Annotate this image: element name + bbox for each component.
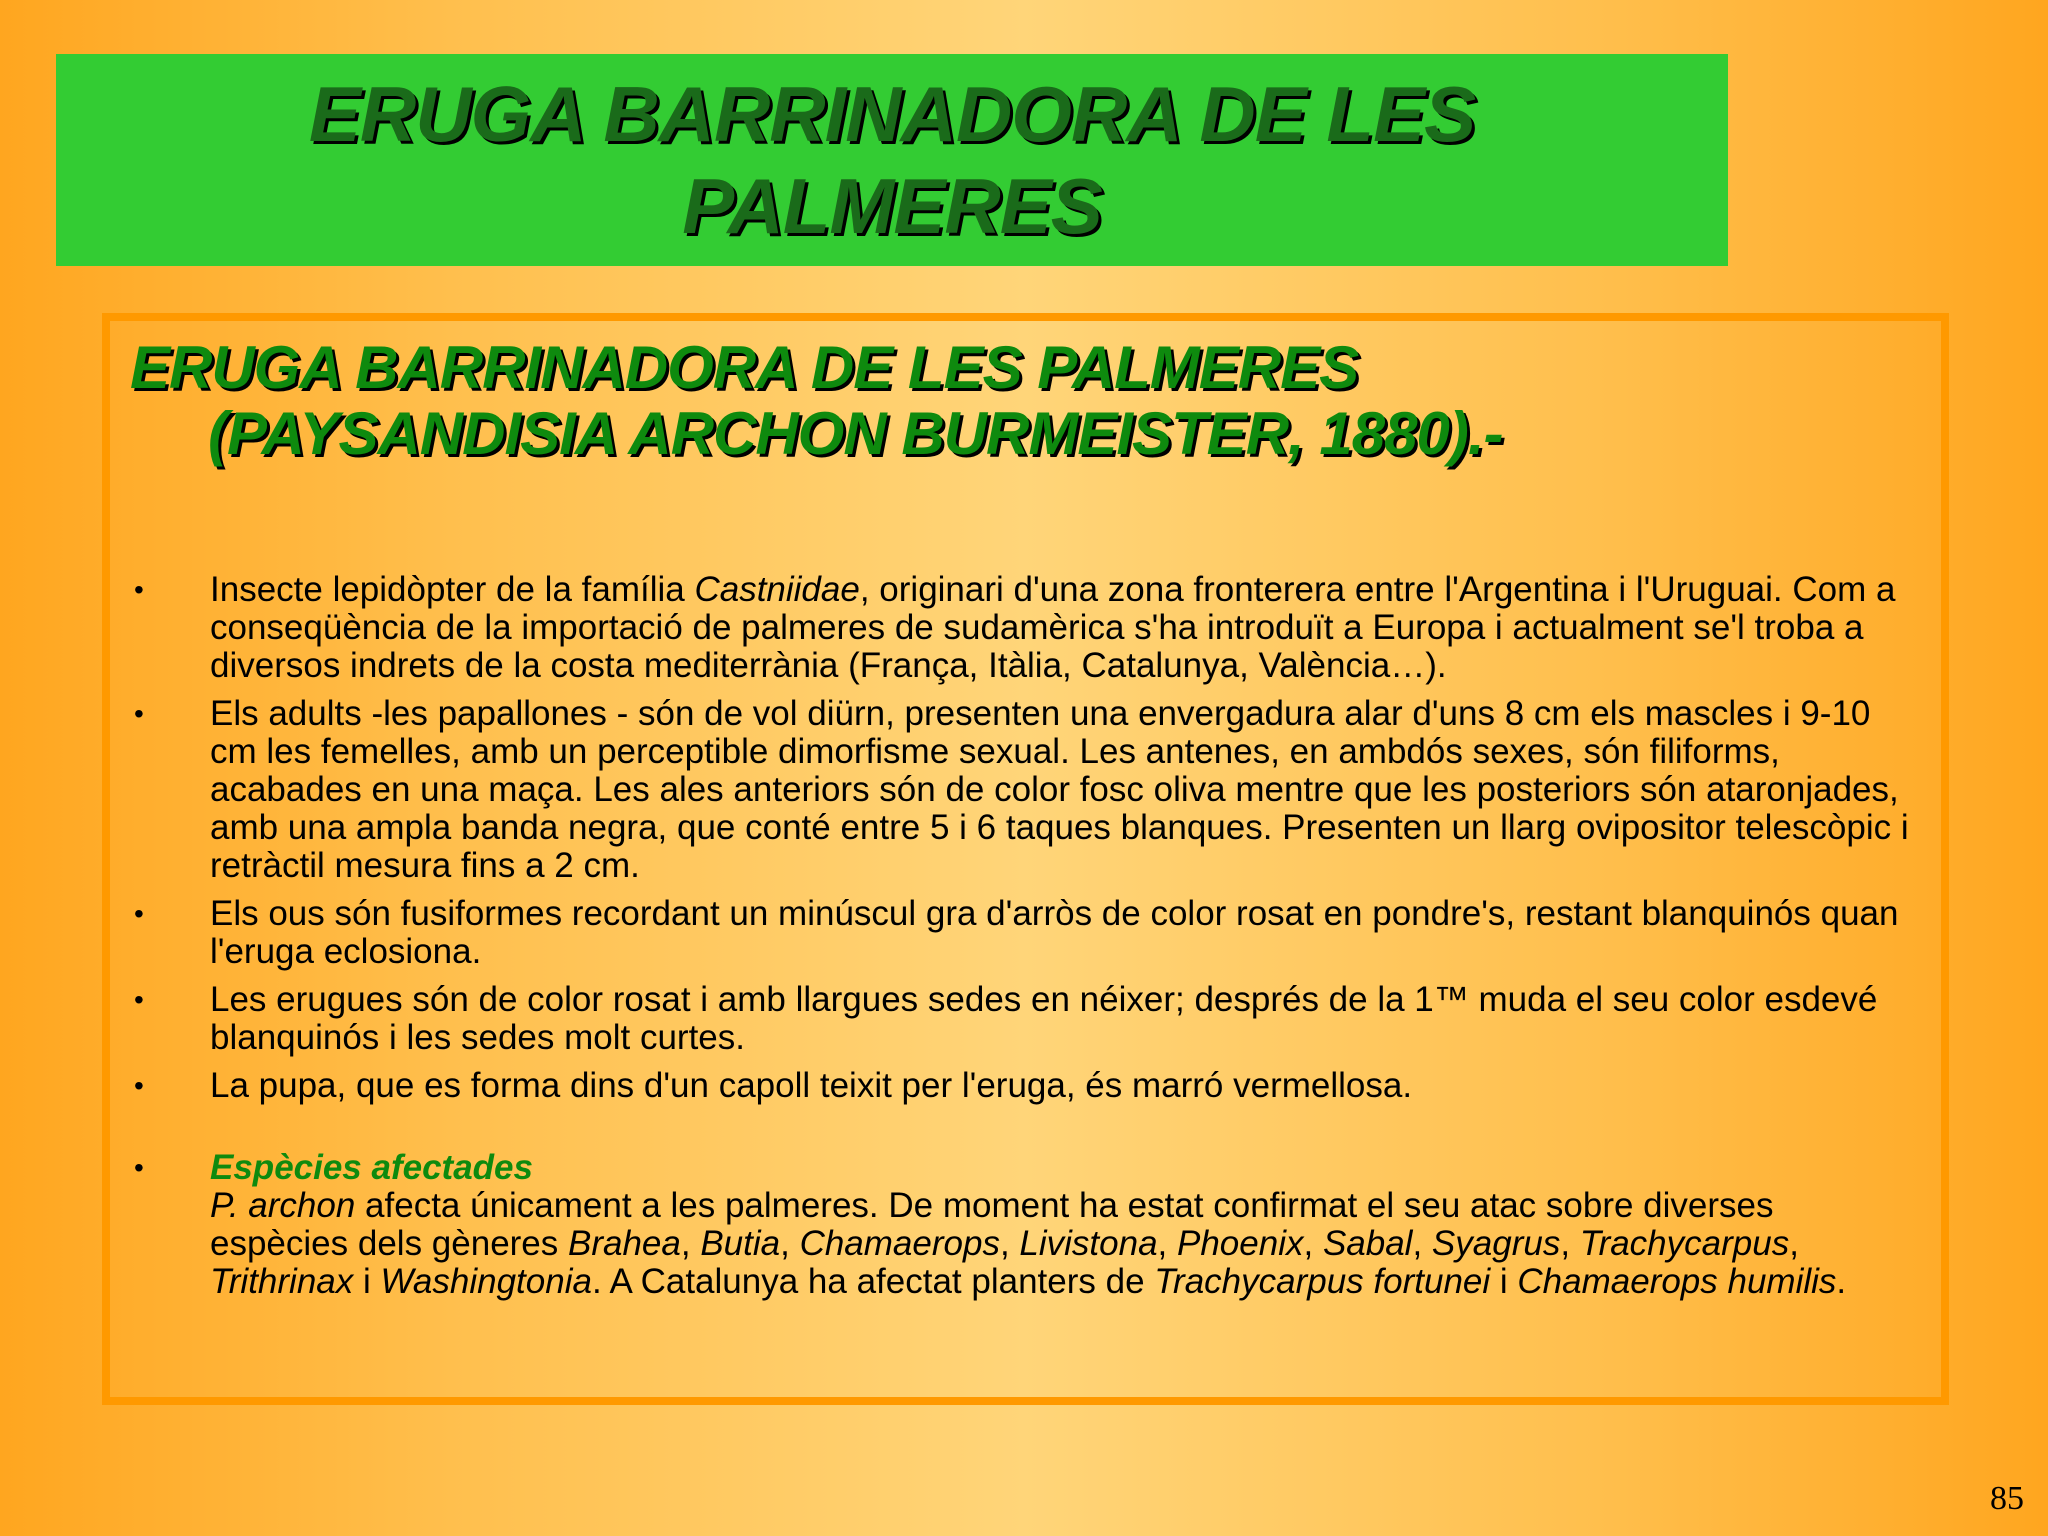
page-number: 85 [1990,1480,2024,1517]
text-run: , [1789,1224,1799,1263]
bullet-icon: • [134,1070,144,1101]
bullet-icon: • [134,984,144,1015]
taxon-name: Syagrus [1431,1224,1561,1263]
taxon-name: Butia [700,1224,781,1263]
taxon-name: Trachycarpus [1579,1224,1790,1263]
bullet-icon: • [134,1152,144,1183]
bullet-item-affected-species [130,1149,1921,1301]
species-heading: Espècies afectades [210,1148,533,1187]
text-run: , [1303,1224,1323,1263]
text-run: i [1490,1262,1518,1301]
bullet-item-caterpillars [130,981,1921,1057]
taxon-name: Chamaerops [799,1224,1000,1263]
text-run: , [780,1224,800,1263]
taxon-name: Phoenix [1177,1224,1304,1263]
bullet-icon: • [134,698,144,729]
bullet-item-pupa [130,1067,1921,1105]
text-run: , [1157,1224,1177,1263]
bullet-list [130,571,1921,1301]
text-run: , originari d'una zona fronterera entre l'Argentina i l'Uruguai. Com a conseqüència de la importació de palmeres de sudamèrica s'ha introduït a Europa i actualment se'l troba a diversos indrets de la costa mediterrània (França, Itàlia, Catalunya, València…). [210,570,1896,685]
text-run: , [999,1224,1020,1263]
subtitle-line-2: (PAYSANDISIA ARCHON BURMEISTER, 1880).- [208,400,1503,467]
bullet-icon: • [134,898,144,929]
text-run: , [680,1224,701,1263]
text-run: . A Catalunya ha afectat planters de [591,1262,1155,1301]
taxon-name: Trithrinax [210,1262,354,1301]
slide-subtitle [130,335,1921,467]
bullet-icon: • [134,574,144,605]
taxon-name: Chamaerops humilis [1517,1262,1837,1301]
text-run: , [1412,1224,1432,1263]
text-run: Els ous són fusiformes recordant un minúscul gra d'arròs de color rosat en pondre's, restant blanquinós quan l'eruga eclosiona. [210,894,1899,971]
taxon-name: Washingtonia [380,1262,592,1301]
text-run: Insecte lepidòpter de la família [210,570,695,609]
text-run: Els adults -les papallones - són de vol diürn, presenten una envergadura alar d'uns 8 cm els mascles i 9-10 cm les femelles, amb un perceptible dimorfisme sexual. Les antenes, en ambdós sexes, són filiforms, acabades en una maça. Les ales anteriors són de color fosc oliva mentre que les posteriors són ataronjades, amb una ampla banda negra, que conté entre 5 i 6 taques blanques. Presenten un llarg ovipositor telescòpic i retràctil mesura fins a 2 cm. [210,694,1909,885]
slide-title: ERUGA BARRINADORA DE LES PALMERES [308,70,1476,250]
taxon-name: Trachycarpus fortunei [1154,1262,1491,1301]
text-run: i [353,1262,381,1301]
text-run: La pupa, que es forma dins d'un capoll teixit per l'eruga, és marró vermellosa. [210,1066,1413,1105]
taxon-name: Castniidae [694,570,860,609]
text-run: afecta únicament a les palmeres. De moment ha estat confirmat el seu atac sobre diverses espècies dels gèneres [210,1186,1774,1263]
bullet-item-adults [130,695,1921,885]
taxon-name: Brahea [568,1224,681,1263]
bullet-item-eggs [130,895,1921,971]
subtitle-line-1: ERUGA BARRINADORA DE LES PALMERES [130,334,1359,401]
taxon-name: Livistona [1019,1224,1158,1263]
taxon-name: Sabal [1322,1224,1413,1263]
bullet-item-description [130,571,1921,685]
text-run: , [1560,1224,1580,1263]
taxon-name: P. archon [210,1186,356,1225]
title-banner [56,54,1728,266]
text-run: Les erugues són de color rosat i amb llargues sedes en néixer; després de la 1™ muda el seu color esdevé blanquinós i les sedes molt curtes. [210,980,1878,1057]
text-run: . [1836,1262,1847,1301]
content-box [102,313,1949,1405]
